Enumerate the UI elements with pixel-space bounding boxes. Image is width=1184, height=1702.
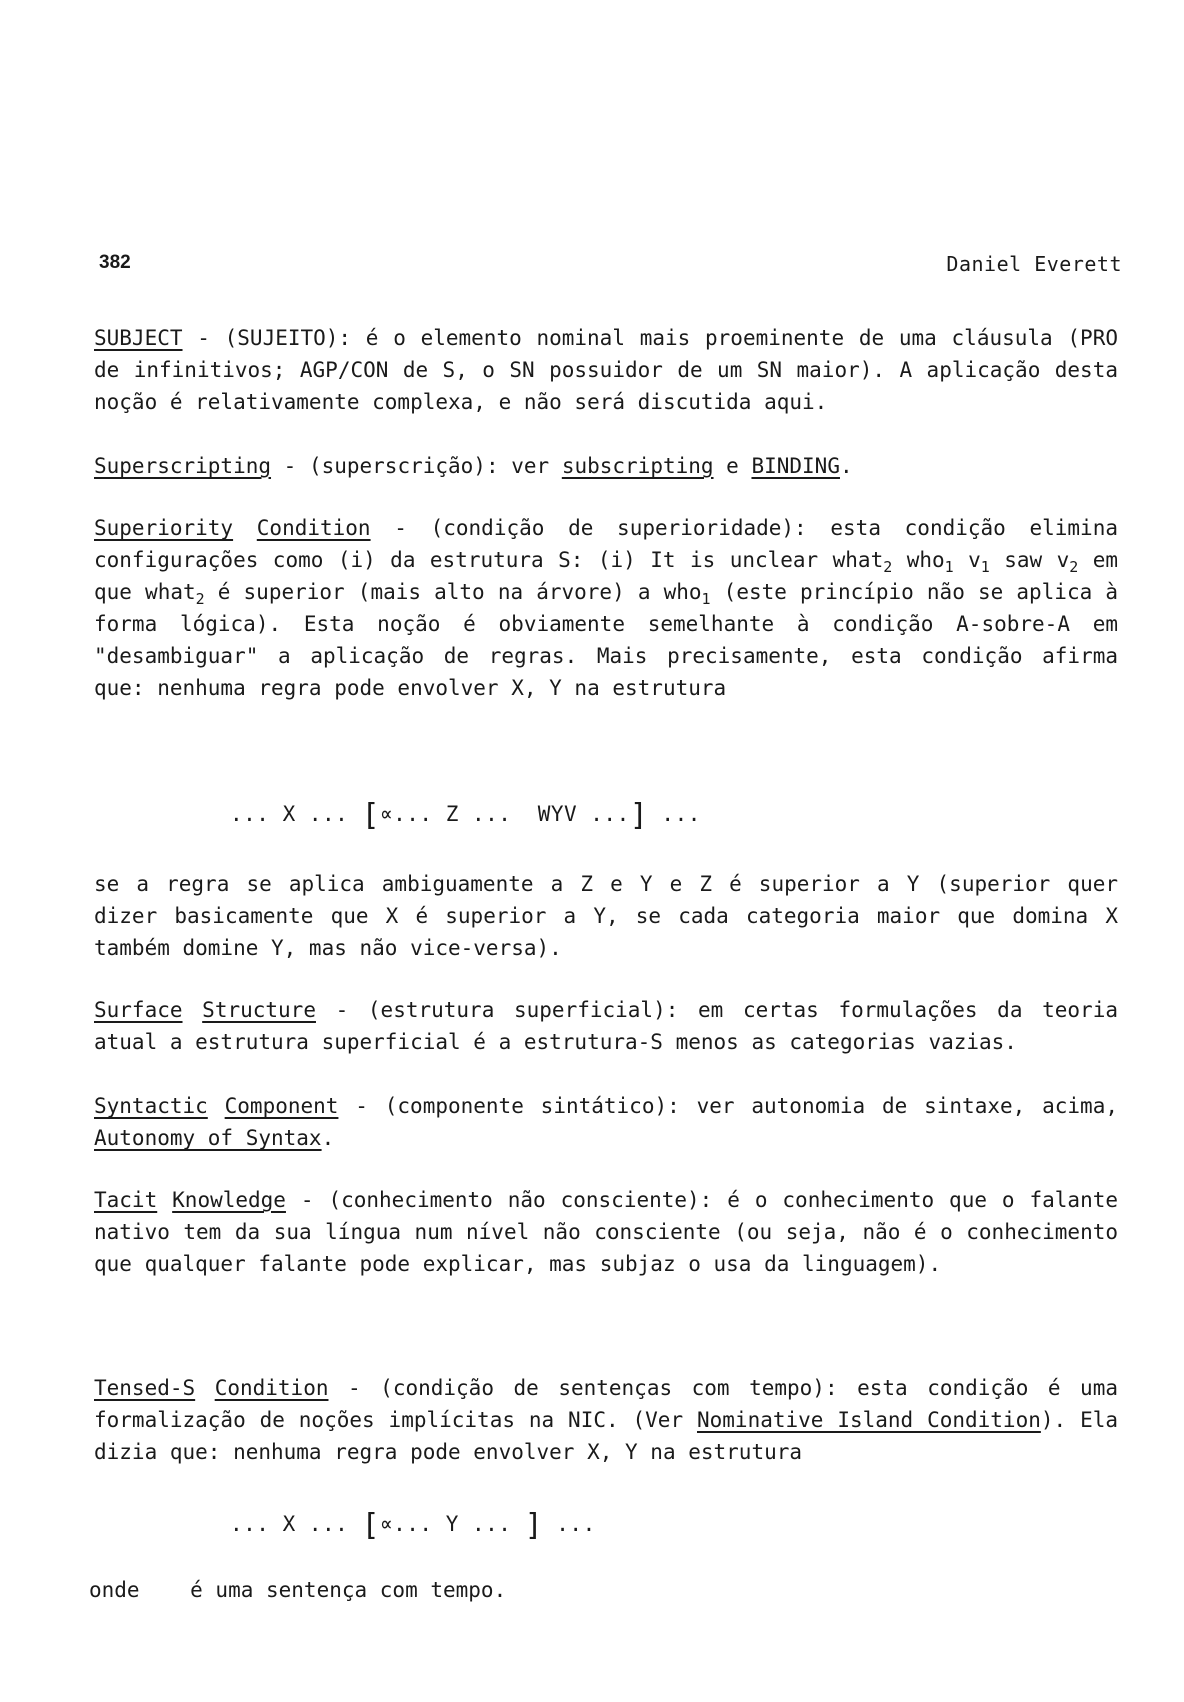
entry-continuation: onde é uma sentença com tempo. xyxy=(89,1578,507,1602)
bracket-open: [ xyxy=(361,1508,380,1543)
subscript: 2 xyxy=(883,558,893,576)
entry-gloss: Ela dizia que: nenhuma regra pode envolver X, Y na estrutura xyxy=(94,1408,1118,1464)
entry-gloss: - (estrutura superficial): em certas formulações da teoria atual a estrutura superficial é a estrutura-S menos as categorias vazias. xyxy=(94,998,1118,1054)
entry-term: Structure xyxy=(202,998,316,1022)
formula-part: ... xyxy=(648,802,701,826)
bracket-open: [ xyxy=(361,798,380,833)
entry-term: Superiority xyxy=(94,516,234,540)
entry-gloss: (este princípio não se aplica à forma lógica). Esta noção é obviamente semelhante à condição A-sobre-A em "desambiguar" a aplicação de regras. Mais precisamente, esta condição afirma que: nenhuma regra pode envolver X, Y na estrutura xyxy=(94,580,1118,700)
page-header xyxy=(99,252,1122,282)
entry-gloss: v xyxy=(953,548,981,572)
subscript: 2 xyxy=(195,590,205,608)
entry-term: Tacit xyxy=(94,1188,158,1212)
cross-reference: subscripting xyxy=(561,454,714,478)
cross-reference: Nominative Island Condition xyxy=(697,1408,1041,1432)
entry-gloss: who xyxy=(892,548,945,572)
punctuation: . xyxy=(839,454,853,478)
glossary-entry-superiority-condition xyxy=(94,512,1118,704)
page-number: 382 xyxy=(99,252,131,273)
glossary-entry-syntactic-component xyxy=(94,1090,1118,1154)
subscript: 1 xyxy=(701,590,711,608)
formula-part: ... X ... xyxy=(230,1512,362,1536)
running-head-author: Daniel Everett xyxy=(946,252,1122,276)
entry-term: SUBJECT xyxy=(94,326,183,350)
entry-term: Surface xyxy=(94,998,183,1022)
glossary-entry-tacit-knowledge xyxy=(94,1184,1118,1280)
entry-gloss: - (SUJEITO): é o elemento nominal mais proeminente de uma cláusula (PRO de infinitivos; AGP/CON de S, o SN possuidor de um SN maior). A aplicação desta noção é relativamente complexa, e não será discutida aqui. xyxy=(94,326,1118,414)
entry-term: Knowledge xyxy=(172,1188,286,1212)
cross-reference: BINDING xyxy=(751,454,840,478)
entry-gloss: - (condição de sentenças com tempo): esta condição é uma formalização de noções implícitas na NIC. (Ver xyxy=(94,1376,1118,1432)
subscript: 1 xyxy=(980,558,990,576)
formula-part: ∝... Y ... xyxy=(380,1512,525,1536)
glossary-entry-surface-structure xyxy=(94,994,1118,1058)
structure-formula xyxy=(230,798,701,833)
subscript: 1 xyxy=(944,558,954,576)
entry-term: Superscripting xyxy=(94,454,272,478)
entry-gloss: saw v xyxy=(989,548,1070,572)
entry-gloss: - (superscrição): ver xyxy=(271,454,562,478)
bracket-close: ] xyxy=(524,1508,544,1543)
entry-gloss: - (conhecimento não consciente): é o conhecimento que o falante nativo tem da sua língua num nível não consciente (ou seja, não é o conhecimento que qualquer falante pode explicar, mas subjaz o usa da linguagem). xyxy=(94,1188,1118,1276)
entry-term: Condition xyxy=(256,516,371,540)
entry-gloss: em que what xyxy=(94,548,1119,604)
entry-gloss: - (condição de superioridade): esta condição elimina configurações como (i) da estrutura S: (i) It is unclear what xyxy=(94,516,1118,572)
entry-gloss: é superior (mais alto na árvore) a who xyxy=(204,580,702,604)
formula-part: ∝... Z ... WYV ... xyxy=(380,802,630,826)
entry-gloss: - (componente sintático): ver autonomia de sintaxe, acima, xyxy=(338,1094,1118,1118)
bracket-close: ] xyxy=(629,798,649,833)
formula-part: ... X ... xyxy=(230,802,362,826)
glossary-entry-superscripting xyxy=(94,450,1118,482)
structure-formula xyxy=(230,1508,596,1543)
punctuation: . xyxy=(321,1126,335,1150)
entry-term: Condition xyxy=(214,1376,329,1400)
punctuation: ). xyxy=(1040,1408,1067,1432)
glossary-entry-subject xyxy=(94,322,1118,418)
formula-part: ... xyxy=(543,1512,596,1536)
entry-continuation: se a regra se aplica ambiguamente a Z e Y e Z é superior a Y (superior quer dizer basicamente que X é superior a Y, se cada categoria maior que domina X também domine Y, mas não vice-versa). xyxy=(94,872,1118,960)
glossary-entry-tensed-s-condition xyxy=(94,1372,1118,1468)
entry-term: Component xyxy=(224,1094,339,1118)
entry-term: Tensed-S xyxy=(94,1376,196,1400)
subscript: 2 xyxy=(1069,558,1079,576)
entry-term: Syntactic xyxy=(94,1094,208,1118)
cross-reference: Autonomy of Syntax xyxy=(94,1126,322,1150)
conjunction: e xyxy=(713,454,752,478)
